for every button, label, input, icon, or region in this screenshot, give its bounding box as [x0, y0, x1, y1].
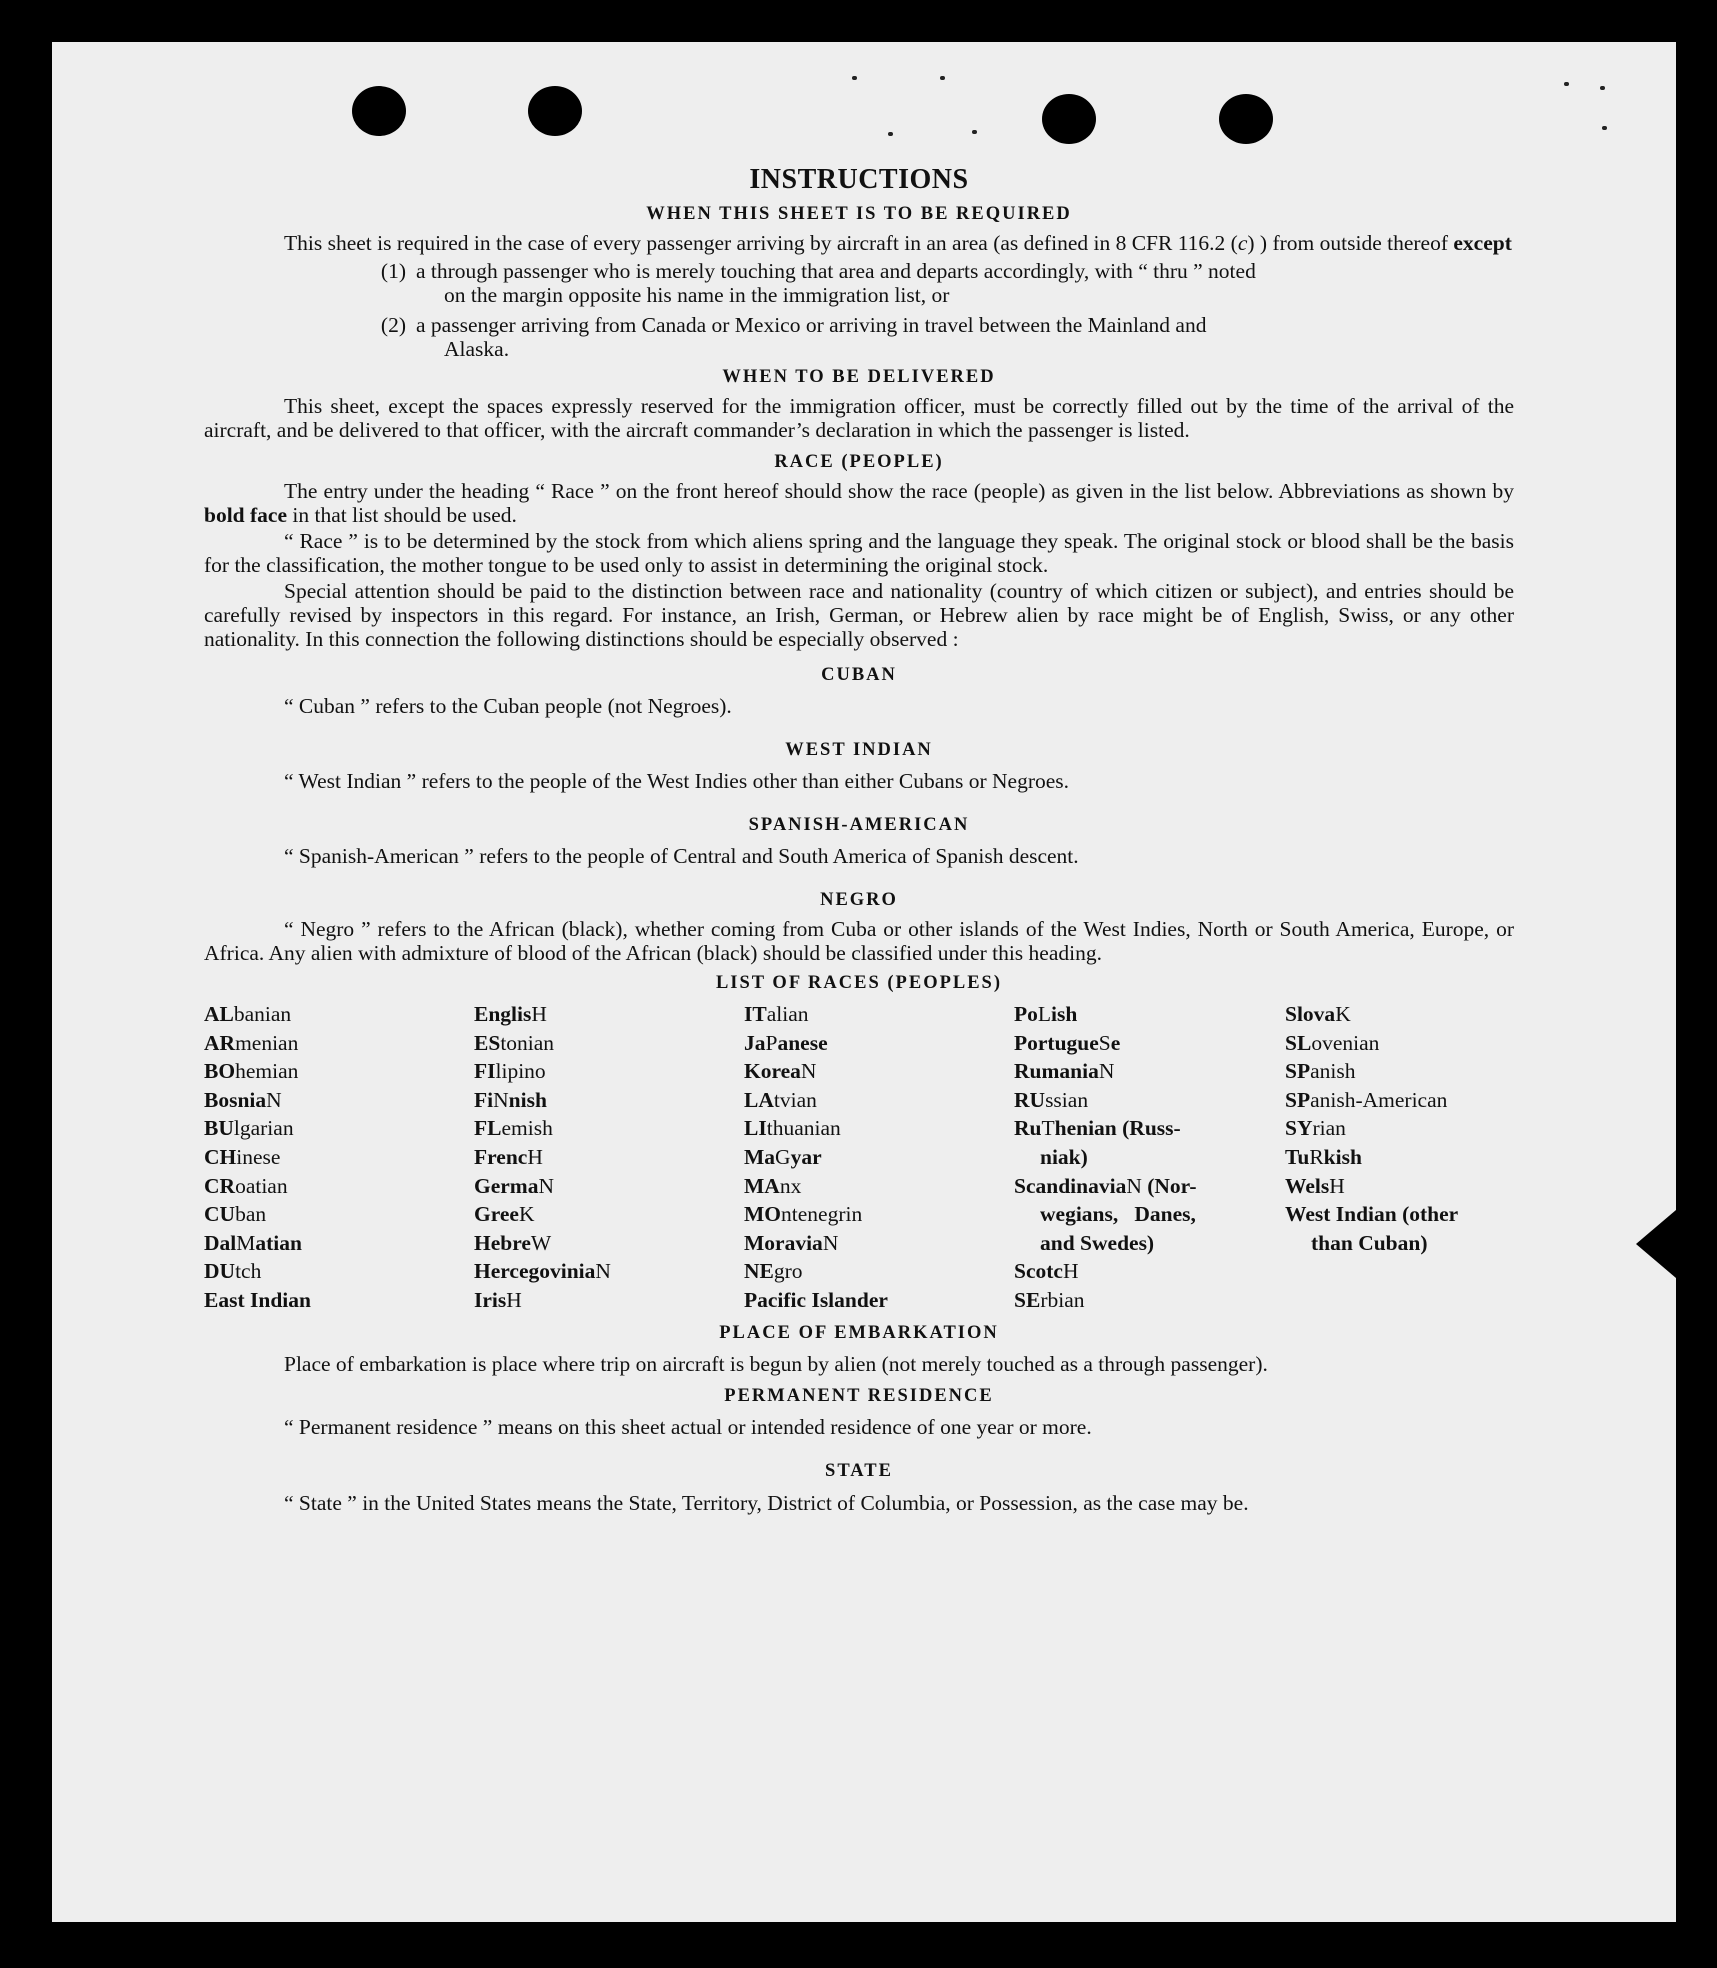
race-abbrev-bold: Ma [744, 1144, 776, 1169]
race-list-item [744, 1114, 1014, 1143]
race-list-item [204, 1029, 474, 1058]
race-list-item [1014, 1143, 1285, 1172]
speck [852, 76, 857, 80]
race-abbrev-bold: Gree [474, 1202, 519, 1227]
heading-cuban: CUBAN [821, 665, 897, 685]
race-list-item [1014, 1200, 1285, 1229]
race-list-item [1014, 1257, 1285, 1286]
race-name-text: nx [779, 1173, 802, 1198]
race-abbrev-bold: atian [255, 1230, 302, 1255]
race-list-item [1285, 1057, 1555, 1086]
race-list-column [1014, 1000, 1285, 1315]
race-list-item [204, 1172, 474, 1201]
race-abbrev-bold: Po [1014, 1002, 1038, 1026]
race-abbrev-bold: ish [1051, 1002, 1078, 1026]
race-list-item [474, 1000, 744, 1029]
race-abbrev-bold: CR [204, 1173, 236, 1198]
race-name-text: tonian [500, 1030, 555, 1055]
race-abbrev-bold: kish [1323, 1144, 1362, 1169]
heading-embarkation: PLACE OF EMBARKATION [719, 1322, 999, 1343]
race-list-item [1014, 1057, 1285, 1086]
race-abbrev-bold: DU [204, 1259, 236, 1284]
race-list-item [474, 1286, 744, 1315]
race-list-item [744, 1229, 1014, 1258]
race-list-item [744, 1029, 1014, 1058]
race-abbrev-bold: BU [204, 1116, 234, 1141]
race-name-text: H [1329, 1173, 1345, 1198]
race-abbrev-bold: Frenc [474, 1144, 528, 1169]
race-abbrev-bold: Englis [474, 1002, 532, 1026]
race-name-text: L [1037, 1002, 1052, 1026]
race-abbrev-bold: SY [1285, 1116, 1313, 1141]
race-abbrev-bold: MA [744, 1173, 780, 1198]
race-list-column [474, 1000, 744, 1315]
race-abbrev-bold: East Indian [204, 1287, 311, 1312]
race-name-text: emish [501, 1116, 553, 1141]
race-list-item [1285, 1143, 1555, 1172]
race-name-text: ssian [1045, 1087, 1089, 1112]
race-list-item [1014, 1286, 1285, 1315]
race-abbrev-bold: than Cuban) [1311, 1230, 1428, 1255]
race-abbrev-bold: West Indian (other [1285, 1202, 1459, 1227]
race-abbrev-bold: CH [204, 1144, 237, 1169]
race-abbrev-bold: FI [474, 1059, 496, 1084]
race-abbrev-bold: henian (Russ- [1054, 1116, 1181, 1141]
race-name-text: N [822, 1230, 839, 1255]
race-abbrev-bold: RU [1014, 1087, 1046, 1112]
race-abbrev-bold: Wels [1285, 1173, 1330, 1198]
race-abbrev-bold: Scotc [1014, 1259, 1063, 1284]
race-name-text: ntenegrin [781, 1202, 863, 1227]
race-list-item [204, 1057, 474, 1086]
race-name-text: N [493, 1087, 509, 1112]
race-abbrev-bold: Portugue [1014, 1030, 1099, 1055]
race-list-item [204, 1143, 474, 1172]
race-list-item [474, 1229, 744, 1258]
race-name-text: N [1126, 1173, 1142, 1198]
race-abbrev-bold: Germa [474, 1173, 539, 1198]
race-name-text: lipino [495, 1059, 546, 1084]
race-name-text: N [266, 1087, 282, 1112]
race-abbrev-bold: Hebre [474, 1230, 531, 1255]
race-list-item [1285, 1000, 1555, 1029]
race-name-text: thuanian [766, 1116, 841, 1141]
race-name-text: K [518, 1202, 535, 1227]
para-state: “ State ” in the United States means the State, Territory, District of Columbia, or Possession, as the case may be. [284, 1490, 1249, 1515]
race-name-text: P [765, 1030, 778, 1055]
para-race-1: The entry under the heading “ Race ” on the front hereof should show the race (people) as given in the list below. Abbreviations as shown by bold face in that list should be used. [204, 479, 1514, 527]
speck [1564, 82, 1569, 86]
race-list-item [1285, 1086, 1555, 1115]
race-name-text: G [775, 1144, 791, 1169]
race-abbrev-bold: FL [474, 1116, 502, 1141]
para-embarkation: Place of embarkation is place where trip on aircraft is begun by alien (not merely touched as a through passenger). [284, 1351, 1268, 1376]
race-abbrev-bold: SP [1285, 1087, 1311, 1112]
race-abbrev-bold: Hercegovinia [474, 1259, 596, 1284]
race-list-item [744, 1172, 1014, 1201]
race-list-item [204, 1114, 474, 1143]
race-list-item [1014, 1029, 1285, 1058]
race-list-item [1285, 1229, 1555, 1258]
speck [972, 130, 977, 134]
race-name-text: H [527, 1144, 543, 1169]
race-list-item [1285, 1114, 1555, 1143]
para-when-delivered: This sheet, except the spaces expressly reserved for the immigration officer, must be correctly filled out by the time of the arrival of the aircraft, and be delivered to that officer, with the aircraft commander’s declaration in which the passenger is listed. [204, 394, 1514, 442]
race-name-text: N [800, 1059, 817, 1084]
race-abbrev-bold: MO [744, 1202, 782, 1227]
race-list-column [744, 1000, 1014, 1315]
race-list-item [1285, 1029, 1555, 1058]
race-abbrev-bold: e [1110, 1030, 1121, 1055]
race-name-text: rbian [1040, 1287, 1085, 1312]
race-abbrev-bold: Korea [744, 1059, 801, 1084]
heading-permanent-residence: PERMANENT RESIDENCE [724, 1385, 994, 1406]
para-permanent-residence: “ Permanent residence ” means on this sheet actual or intended residence of one year or more. [284, 1414, 1092, 1439]
heading-negro: NEGRO [820, 890, 898, 910]
race-abbrev-bold: and Swedes) [1040, 1230, 1155, 1255]
race-list-item [1014, 1172, 1285, 1201]
race-abbrev-bold: AR [204, 1030, 236, 1055]
speck [1602, 126, 1607, 130]
race-abbrev-bold: niak) [1040, 1144, 1088, 1169]
heading-race: RACE (PEOPLE) [774, 452, 944, 472]
race-list-item [1285, 1172, 1555, 1201]
race-abbrev-bold: Slova [1285, 1002, 1336, 1026]
page-edge-tear [1636, 1210, 1676, 1278]
race-list-item [204, 1086, 474, 1115]
race-abbrev-bold: yar [790, 1144, 822, 1169]
speck [940, 76, 945, 80]
race-list-item [744, 1143, 1014, 1172]
race-name-text: H [531, 1002, 547, 1026]
speck [1600, 86, 1605, 90]
race-list-item [474, 1172, 744, 1201]
race-abbrev-bold: anese [777, 1030, 828, 1055]
race-name-text: lgarian [233, 1116, 294, 1141]
race-name-text: R [1309, 1144, 1324, 1169]
race-abbrev-bold: Scandinavia [1014, 1173, 1127, 1198]
heading-list-of-races: LIST OF RACES (PEOPLES) [715, 973, 1003, 993]
race-abbrev-bold: SL [1285, 1030, 1312, 1055]
race-name-text: alian [766, 1002, 809, 1026]
race-abbrev-bold: Tu [1285, 1144, 1310, 1169]
race-abbrev-bold: NE [744, 1259, 774, 1284]
race-name-text: oatian [235, 1173, 288, 1198]
race-name-text: tch [235, 1259, 262, 1284]
race-abbrev-bold: Ru [1014, 1116, 1042, 1141]
race-list-item [474, 1057, 744, 1086]
race-name-text: M [236, 1230, 256, 1255]
race-name-text: anish-American [1310, 1087, 1448, 1112]
race-abbrev-bold: Dal [204, 1230, 237, 1255]
exception-item-2: (2) a passenger arriving from Canada or Mexico or arriving in travel between the Mainland and Alaska. [380, 313, 1207, 361]
race-name-text: hemian [235, 1059, 299, 1084]
page-title: INSTRUCTIONS [749, 164, 969, 195]
race-list-item [474, 1143, 744, 1172]
race-list-item [1014, 1000, 1285, 1029]
race-list-item [1014, 1086, 1285, 1115]
punch-hole [1042, 94, 1096, 144]
race-list-item [744, 1257, 1014, 1286]
para-spanish-american: “ Spanish-American ” refers to the people of Central and South America of Spanish descent. [284, 844, 1079, 868]
race-list-item [204, 1200, 474, 1229]
race-abbrev-bold: IT [744, 1002, 767, 1026]
race-abbrev-bold: Bosnia [204, 1087, 267, 1112]
race-name-text: H [1062, 1259, 1079, 1284]
heading-when-delivered: WHEN TO BE DELIVERED [722, 367, 996, 387]
race-name-text: ban [235, 1202, 267, 1227]
race-abbrev-bold: AL [204, 1002, 234, 1026]
race-abbrev-bold: Rumania [1014, 1059, 1099, 1084]
race-list-item [474, 1114, 744, 1143]
para-cuban: “ Cuban ” refers to the Cuban people (not Negroes). [284, 694, 732, 718]
race-name-text: tvian [773, 1087, 817, 1112]
race-list-item [204, 1000, 474, 1029]
race-abbrev-bold: Fi [474, 1087, 494, 1112]
race-name-text: N [538, 1173, 554, 1198]
race-name-text: inese [236, 1144, 281, 1169]
race-list-item [744, 1086, 1014, 1115]
race-abbrev-bold: BO [204, 1059, 236, 1084]
race-name-text: W [530, 1230, 552, 1255]
race-name-text: rian [1312, 1116, 1346, 1141]
race-list-item [1014, 1229, 1285, 1258]
race-abbrev-bold: SP [1285, 1059, 1311, 1084]
race-name-text: K [1335, 1002, 1351, 1026]
race-name-text: gro [773, 1259, 803, 1284]
race-abbrev-bold: Moravia [744, 1230, 823, 1255]
race-list-item [204, 1286, 474, 1315]
race-list-column [1285, 1000, 1555, 1315]
para-negro: “ Negro ” refers to the African (black), whether coming from Cuba or other islands of the West Indies, North or South America, Europe, or Africa. Any alien with admixture of blood of the African (black) should be classified under this heading. [204, 917, 1514, 965]
race-abbrev-bold: CU [204, 1202, 236, 1227]
race-name-text: T [1041, 1116, 1055, 1141]
race-list-item [744, 1286, 1014, 1315]
para-race-2: “ Race ” is to be determined by the stock from which aliens spring and the language they speak. The original stock or blood shall be the basis for the classification, the mother tongue to be used only to assist in determining the original stock. [204, 529, 1514, 577]
race-name-text: anish [1310, 1059, 1356, 1084]
race-name-text: ovenian [1311, 1030, 1380, 1055]
race-name-text: H [506, 1287, 522, 1312]
race-list-item [474, 1200, 744, 1229]
punch-hole [1219, 94, 1273, 144]
punch-hole [528, 86, 582, 136]
race-list-item [744, 1000, 1014, 1029]
race-abbrev-bold: (Nor- [1141, 1173, 1197, 1198]
race-abbrev-bold: LI [744, 1116, 767, 1141]
race-abbrev-bold: Iris [474, 1287, 507, 1312]
race-name-text: N [595, 1259, 611, 1284]
heading-state: STATE [825, 1460, 893, 1481]
race-list-item [744, 1057, 1014, 1086]
race-list-item [474, 1257, 744, 1286]
exception-item-1: (1) a through passenger who is merely touching that area and departs accordingly, with “ thru ” noted on the margin opposite his name in the immigration list, or [380, 259, 1256, 307]
para-race-3: Special attention should be paid to the distinction between race and nationality (country of which citizen or subject), and entries should be carefully revised by inspectors in this regard. For instance, an Irish, German, or Hebrew alien by race might be of English, Swiss, or any other nationality. In this connection the following distinctions should be especially observed : [204, 579, 1514, 651]
race-list-item [744, 1200, 1014, 1229]
race-abbrev-bold: LA [744, 1087, 774, 1112]
race-abbrev-bold: ES [474, 1030, 501, 1055]
race-list-item [204, 1229, 474, 1258]
para-when-required: This sheet is required in the case of every passenger arriving by aircraft in an area (as defined in 8 CFR 116.2 (c) ) from outside thereof except [284, 231, 1512, 255]
race-list-column [204, 1000, 474, 1315]
race-name-text: banian [233, 1002, 292, 1026]
heading-west-indian: WEST INDIAN [785, 740, 933, 760]
punch-hole [352, 86, 406, 136]
para-west-indian: “ West Indian ” refers to the people of the West Indies other than either Cubans or Negroes. [284, 769, 1070, 793]
race-abbrev-bold: Pacific Islander [744, 1287, 888, 1312]
heading-when-required: WHEN THIS SHEET IS TO BE REQUIRED [646, 204, 1072, 224]
race-list-item [474, 1086, 744, 1115]
race-abbrev-bold: SE [1014, 1287, 1041, 1312]
race-list-grid [204, 1000, 1514, 1315]
race-name-text: N [1098, 1059, 1115, 1084]
race-list-item [1014, 1114, 1285, 1143]
race-list-item [204, 1257, 474, 1286]
race-abbrev-bold: wegians, Danes, [1040, 1202, 1196, 1227]
heading-spanish-american: SPANISH-AMERICAN [748, 815, 970, 835]
instructions-content [204, 160, 1514, 1518]
speck [888, 132, 893, 136]
race-list-item [1285, 1200, 1555, 1229]
race-abbrev-bold: nish [508, 1087, 547, 1112]
race-name-text: menian [235, 1030, 299, 1055]
race-name-text: S [1098, 1030, 1111, 1055]
race-abbrev-bold: Ja [744, 1030, 766, 1055]
race-list-item [474, 1029, 744, 1058]
